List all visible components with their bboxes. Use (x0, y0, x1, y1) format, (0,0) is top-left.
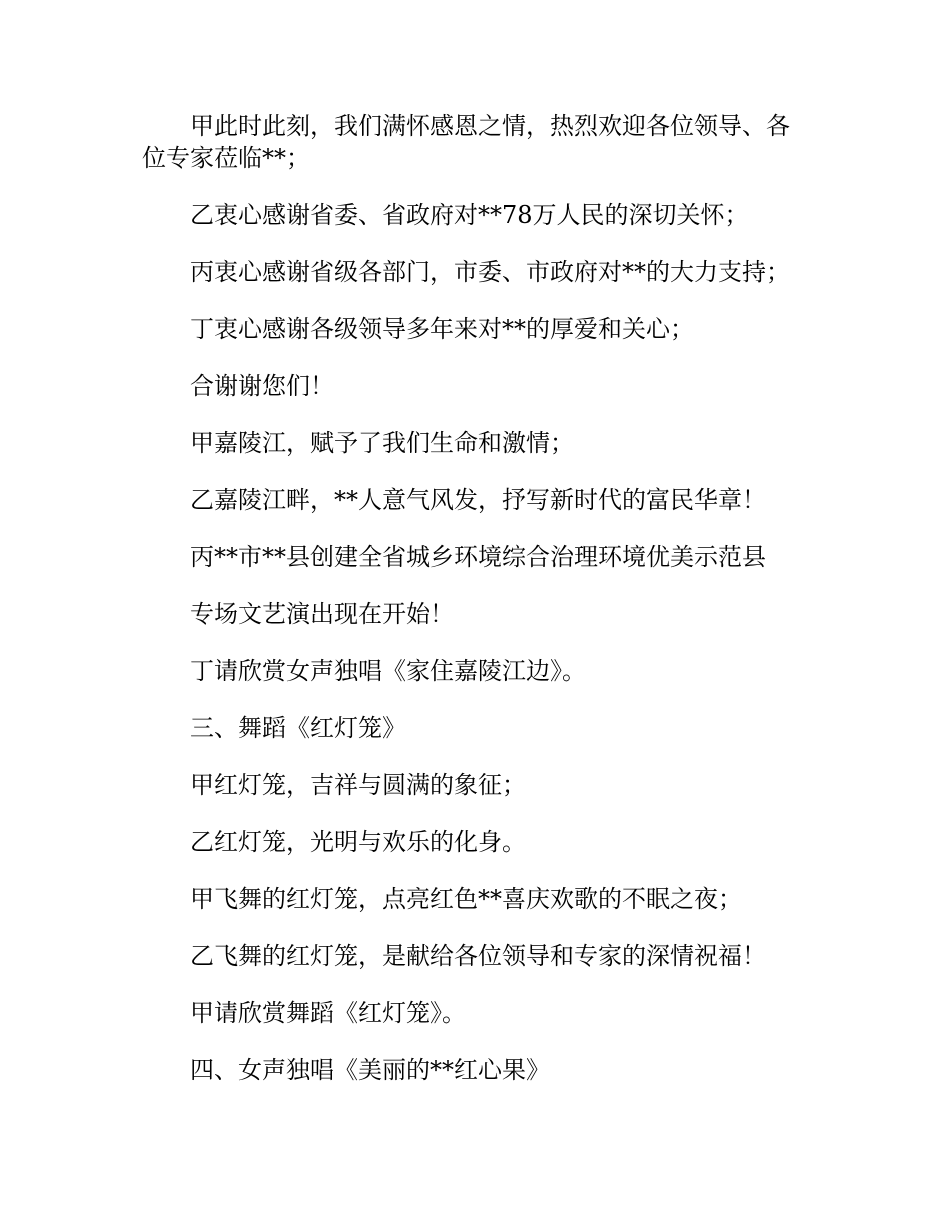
paragraph-lantern-auspicious: 甲红灯笼，吉祥与圆满的象征； (190, 771, 526, 799)
paragraph-performance-start: 专场文艺演出现在开始！ (190, 600, 454, 628)
paragraph-thanks-province: 乙衷心感谢省委、省政府对**78万人民的深切关怀； (190, 201, 749, 229)
section-heading-solo: 四、女声独唱《美丽的**红心果》 (190, 1056, 550, 1084)
paragraph-thanks-leaders: 丁衷心感谢各级领导多年来对**的厚爱和关心； (190, 315, 694, 343)
paragraph-thank-you: 合谢谢您们！ (190, 372, 334, 400)
document-body (142, 110, 812, 1111)
paragraph-welcome: 甲此时此刻，我们满怀感恩之情，热烈欢迎各位领导、各位专家莅临**； (142, 112, 790, 172)
paragraph-jialing-riverside: 乙嘉陵江畔，**人意气风发，抒写新时代的富民华章！ (190, 486, 766, 514)
paragraph-jialing-river: 甲嘉陵江，赋予了我们生命和激情； (190, 429, 574, 457)
paragraph-thanks-departments: 丙衷心感谢省级各部门，市委、市政府对**的大力支持； (190, 258, 790, 286)
paragraph-dance-intro: 甲请欣赏舞蹈《红灯笼》。 (190, 999, 466, 1027)
paragraph-demo-county: 丙**市**县创建全省城乡环境综合治理环境优美示范县 (190, 543, 766, 571)
paragraph-lantern-blessing: 乙飞舞的红灯笼，是献给各位领导和专家的深情祝福！ (190, 942, 766, 970)
paragraph-lantern-night: 甲飞舞的红灯笼，点亮红色**喜庆欢歌的不眠之夜； (190, 885, 742, 913)
paragraph-lantern-bright: 乙红灯笼，光明与欢乐的化身。 (190, 828, 526, 856)
paragraph-solo-intro: 丁请欣赏女声独唱《家住嘉陵江边》。 (190, 657, 586, 685)
section-heading-dance: 三、舞蹈《红灯笼》 (190, 714, 406, 742)
